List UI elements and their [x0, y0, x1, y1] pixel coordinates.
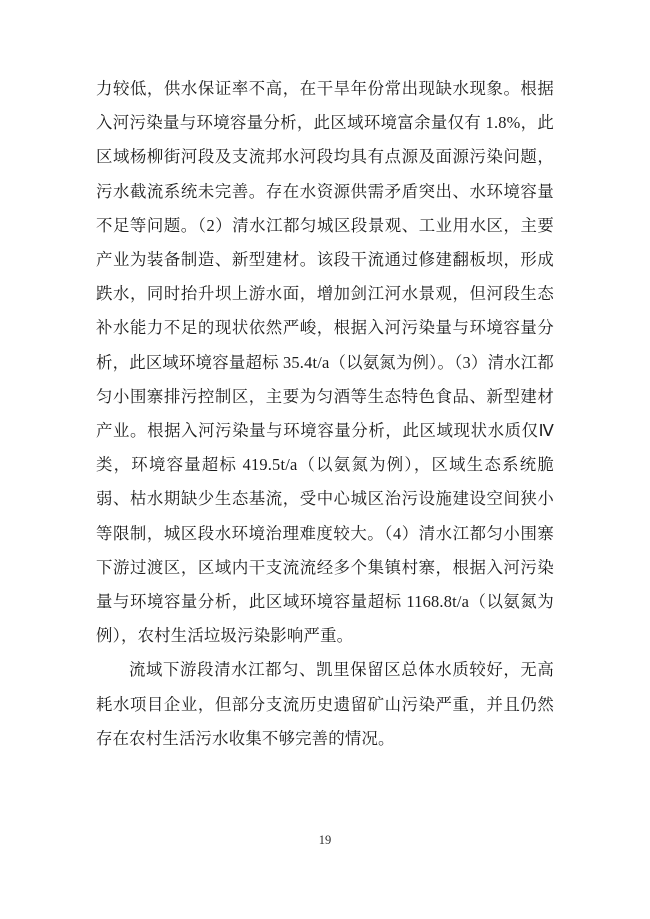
paragraph-2: 流域下游段清水江都匀、凯里保留区总体水质较好，无高耗水项目企业，但部分支流历史遗留矿山污染严重，并且仍然存在农村生活污水收集不够完善的情况。 — [96, 660, 554, 748]
page-number: 19 — [318, 833, 332, 847]
page-body — [96, 72, 554, 756]
paragraph-1: 力较低，供水保证率不高，在干旱年份常出现缺水现象。根据入河污染量与环境容量分析，此区域环境富余量仅有 1.8%，此区域杨柳街河段及支流邦水河段均具有点源及面源污染问题，污水截流系统未完善。存在水资源供需矛盾突出、水环境容量不足等问题。（2）清水江都匀城区段景观、工业用水区，主要产业为装备制造、新型建材。该段干流通过修建翻板坝，形成跌水，同时抬升坝上游水面，增加剑江河水景观，但河段生态补水能力不足的现状依然严峻，根据入河污染量与环境容量分析，此区域环境容量超标 35.4t/a（以氨氮为例）。（3）清水江都匀小围寨排污控制区，主要为匀酒等生态特色食品、新型建材产业。根据入河污染量与环境容量分析，此区域现状水质仅Ⅳ类，环境容量超标 419.5t/a（以氨氮为例），区域生态系统脆弱、枯水期缺少生态基流，受中心城区治污设施建设空间狭小等限制，城区段水环境治理难度较大。（4）清水江都匀小围寨下游过渡区，区域内干支流流经多个集镇村寨，根据入河污染量与环境容量分析，此区域环境容量超标 1168.8t/a（以氨氮为例），农村生活垃圾污染影响严重。 — [96, 79, 554, 646]
